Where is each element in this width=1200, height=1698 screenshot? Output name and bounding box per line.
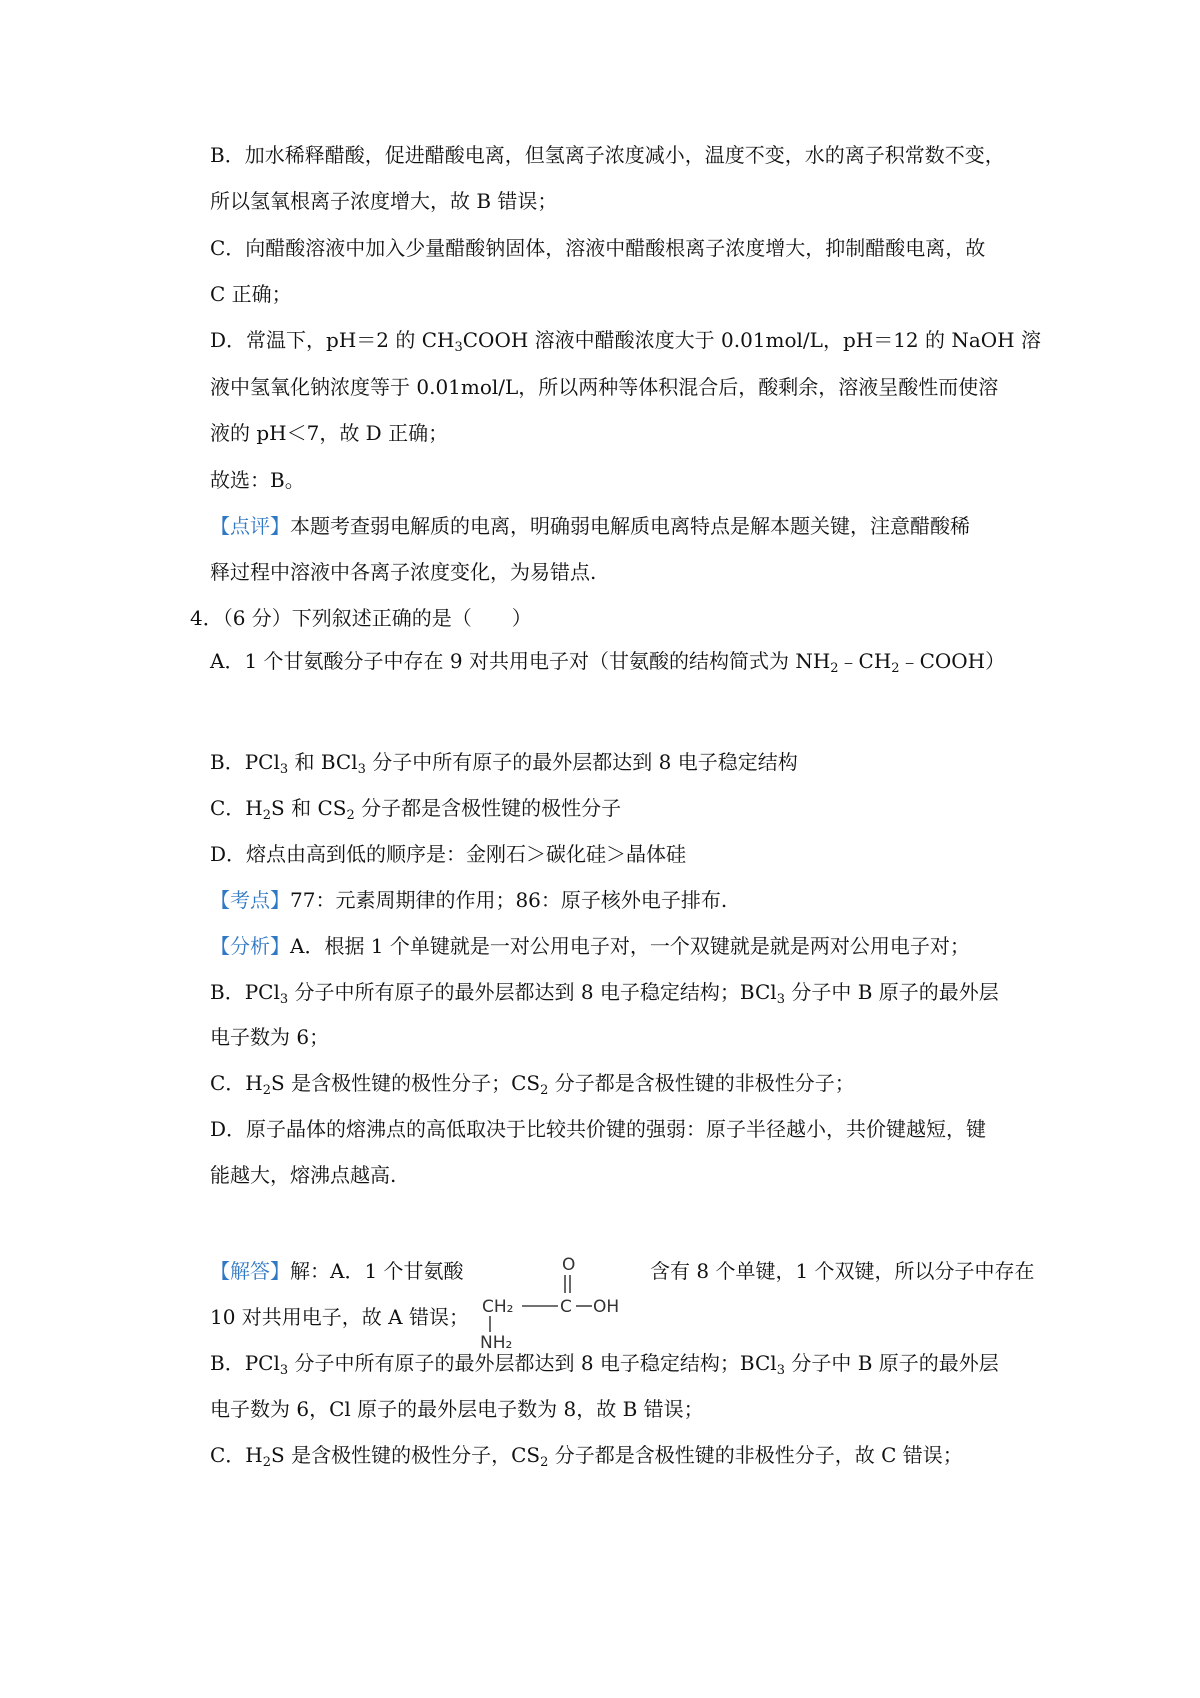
text-run: COOH 溶液中醋酸浓度大于 0.01mol/L，pH＝12 的 NaOH 溶 — [462, 328, 1041, 352]
structure-nh2: NH₂ — [480, 1333, 513, 1350]
text-line — [210, 1024, 329, 1050]
text-run: B．加水稀释醋酸，促进醋酸电离，但氢离子浓度减小，温度不变，水的离子积常数不变， — [210, 143, 1005, 167]
text-run: 分子中所有原子的最外层都达到 8 电子稳定结构 — [365, 750, 798, 774]
text-line — [210, 1070, 855, 1096]
text-run: 电子数为 6； — [210, 1025, 330, 1049]
text-line — [210, 841, 686, 867]
text-run: C．H — [210, 1443, 263, 1467]
text-run: 能越大，熔沸点越高. — [210, 1163, 397, 1187]
subscript: 3 — [776, 1363, 785, 1378]
structure-c: C — [560, 1297, 572, 1317]
text-run: 液中氢氧化钠浓度等于 0.01mol/L，所以两种等体积混合后，酸剩余，溶液呈酸性而使溶 — [210, 375, 999, 399]
text-run: 分子都是含极性键的非极性分子； — [548, 1071, 855, 1095]
section-tag: 【解答】 — [210, 1259, 290, 1283]
section-tag: 【考点】 — [210, 888, 290, 912]
text-run: C 正确； — [210, 282, 292, 306]
text-run: 分子中 B 原子的最外层 — [785, 1351, 999, 1375]
text-run: 液的 pH＜7，故 D 正确； — [210, 421, 449, 445]
subscript: 3 — [454, 340, 463, 355]
text-run: S 和 CS — [271, 796, 347, 820]
text-run: C．向醋酸溶液中加入少量醋酸钠固体，溶液中醋酸根离子浓度增大，抑制醋酸电离，故 — [210, 236, 986, 260]
text-line — [210, 887, 727, 913]
text-line — [210, 979, 999, 1005]
text-run: 含有 8 个单键，1 个双键，所以分子中存在 — [650, 1259, 1035, 1283]
text-run: A．根据 1 个单键就是一对公用电子对，一个双键就是就是两对公用电子对； — [290, 934, 970, 958]
text-line — [210, 142, 1005, 168]
subscript: 2 — [262, 1083, 272, 1098]
text-line — [210, 235, 985, 261]
text-run: 77：元素周期律的作用；86：原子核外电子排布. — [290, 888, 728, 912]
text-line — [210, 281, 292, 307]
text-run: 10 对共用电子，故 A 错误； — [210, 1305, 469, 1329]
text-run: 解：A．1 个甘氨酸 — [290, 1259, 464, 1283]
text-line — [210, 513, 970, 539]
subscript: 3 — [357, 762, 366, 777]
text-line — [650, 1258, 1035, 1284]
text-run: 4．（6 分）下列叙述正确的是（ ） — [190, 606, 532, 630]
text-line — [210, 188, 557, 214]
text-run: ﹣COOH） — [899, 649, 1006, 673]
subscript: 3 — [279, 1363, 289, 1378]
text-run: 分子中所有原子的最外层都达到 8 电子稳定结构；BCl — [288, 1351, 777, 1375]
text-run: D．常温下，pH＝2 的 CH — [210, 328, 455, 352]
subscript: 2 — [262, 808, 272, 823]
text-line — [210, 559, 596, 585]
text-run: C．H — [210, 796, 263, 820]
text-line — [210, 1116, 986, 1142]
text-line — [210, 1350, 999, 1376]
section-tag: 【分析】 — [210, 934, 290, 958]
text-line — [190, 605, 532, 631]
text-run: 故选：B。 — [210, 468, 305, 492]
text-run: 分子中所有原子的最外层都达到 8 电子稳定结构；BCl — [288, 980, 777, 1004]
text-line — [210, 1304, 469, 1330]
text-run: 和 BCl — [288, 750, 358, 774]
text-run: 分子中 B 原子的最外层 — [785, 980, 999, 1004]
text-run: 本题考查弱电解质的电离，明确弱电解质电离特点是解本题关键，注意醋酸稀 — [290, 514, 970, 538]
text-run: ﹣CH — [838, 649, 892, 673]
subscript: 3 — [776, 992, 785, 1007]
text-run: D．原子晶体的熔沸点的高低取决于比较共价键的强弱：原子半径越小，共价键越短，键 — [210, 1117, 987, 1141]
subscript: 2 — [262, 1455, 272, 1470]
text-line — [210, 1396, 704, 1422]
text-line — [210, 749, 798, 775]
text-run: B．PCl — [210, 750, 280, 774]
subscript: 2 — [540, 1455, 549, 1470]
text-line — [210, 1442, 963, 1468]
text-line — [210, 467, 305, 493]
glycine-structure-figure — [478, 1250, 628, 1350]
text-run: B．PCl — [210, 1351, 280, 1375]
subscript: 3 — [279, 762, 289, 777]
text-run: 分子都是含极性键的极性分子 — [354, 796, 622, 820]
text-line — [210, 648, 1005, 674]
text-run: S 是含极性键的极性分子，CS — [271, 1443, 541, 1467]
subscript: 2 — [891, 661, 900, 676]
text-run: 电子数为 6，Cl 原子的最外层电子数为 8，故 B 错误； — [210, 1397, 704, 1421]
text-line — [210, 327, 1041, 353]
subscript: 2 — [346, 808, 355, 823]
text-run: 释过程中溶液中各离子浓度变化，为易错点. — [210, 560, 597, 584]
text-line — [210, 374, 998, 400]
subscript: 3 — [279, 992, 289, 1007]
text-line — [210, 1162, 396, 1188]
text-run: B．PCl — [210, 980, 280, 1004]
subscript: 2 — [830, 661, 839, 676]
text-run: S 是含极性键的极性分子；CS — [271, 1071, 541, 1095]
section-tag: 【点评】 — [210, 514, 290, 538]
structure-oh: OH — [593, 1297, 620, 1317]
structure-ch2: CH₂ — [482, 1297, 514, 1317]
text-line — [210, 1258, 464, 1284]
text-run: 所以氢氧根离子浓度增大，故 B 错误； — [210, 189, 558, 213]
text-run: 分子都是含极性键的非极性分子，故 C 错误； — [548, 1443, 963, 1467]
subscript: 2 — [540, 1083, 549, 1098]
text-line — [210, 795, 621, 821]
text-run: A．1 个甘氨酸分子中存在 9 对共用电子对（甘氨酸的结构简式为 NH — [210, 649, 831, 673]
text-line — [210, 933, 970, 959]
structure-o: O — [562, 1255, 576, 1275]
text-run: D．熔点由高到低的顺序是：金刚石＞碳化硅＞晶体硅 — [210, 842, 687, 866]
text-run: C．H — [210, 1071, 263, 1095]
text-line — [210, 420, 448, 446]
